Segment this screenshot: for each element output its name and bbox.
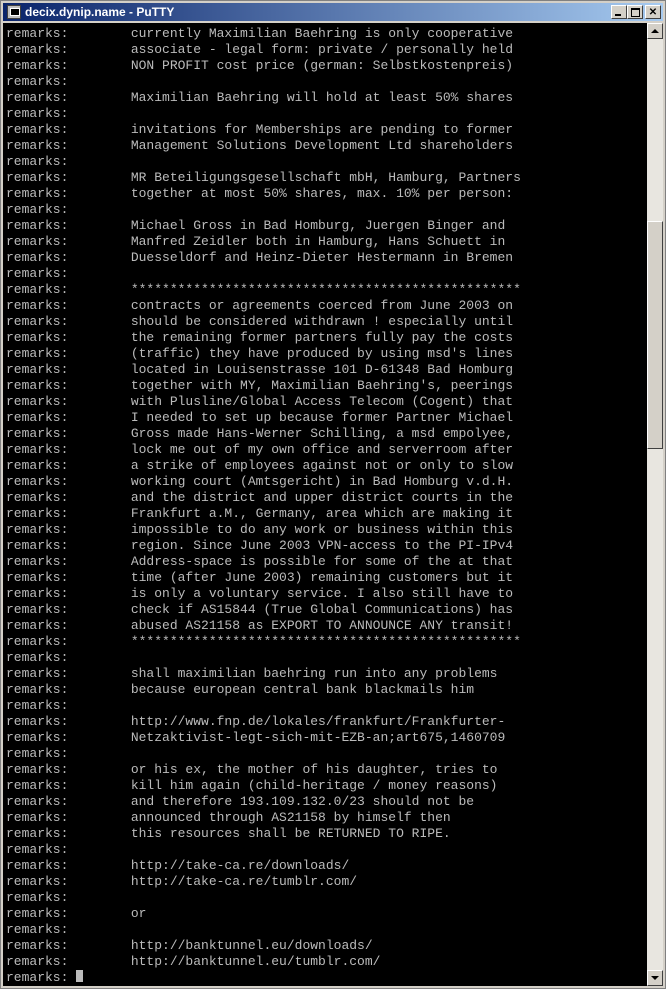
terminal-line: remarks: I needed to set up because former Partner Michael <box>6 410 514 425</box>
terminal-line: remarks: <box>6 74 69 89</box>
scroll-up-button[interactable] <box>647 23 663 39</box>
terminal-line: remarks: ************************************************** <box>6 282 521 297</box>
terminal-line: remarks: the remaining former partners fully pay the costs <box>6 330 514 345</box>
terminal-line: remarks: NON PROFIT cost price (german: Selbstkostenpreis) <box>6 58 514 73</box>
terminal-line: remarks: shall maximilian baehring run into any problems <box>6 666 498 681</box>
terminal-line: remarks: http://take-ca.re/tumblr.com/ <box>6 874 358 889</box>
terminal-line: remarks: and the district and upper district courts in the <box>6 490 514 505</box>
terminal-line: remarks: (traffic) they have produced by using msd's lines <box>6 346 514 361</box>
terminal-line: remarks: kill him again (child-heritage / money reasons) <box>6 778 498 793</box>
maximize-button[interactable] <box>627 5 643 19</box>
terminal-line: remarks: <box>6 650 69 665</box>
terminal-line: remarks: region. Since June 2003 VPN-access to the PI-IPv4 <box>6 538 514 553</box>
terminal-line: remarks: <box>6 106 69 121</box>
terminal-line: remarks: Duesseldorf and Heinz-Dieter Hestermann in Bremen <box>6 250 514 265</box>
terminal-line: remarks: <box>6 890 69 905</box>
terminal-line: remarks: MR Beteiligungsgesellschaft mbH, Hamburg, Partners <box>6 170 521 185</box>
title-bar[interactable] <box>3 3 663 21</box>
close-button[interactable] <box>645 5 661 19</box>
terminal-line: remarks: associate - legal form: private / personally held <box>6 42 514 57</box>
terminal-cursor <box>76 970 83 982</box>
terminal-line: remarks: Michael Gross in Bad Homburg, Juergen Binger and <box>6 218 506 233</box>
terminal-line: remarks: Maximilian Baehring will hold at least 50% shares <box>6 90 514 105</box>
terminal-output <box>6 26 521 986</box>
terminal-line: remarks: with Plusline/Global Access Telecom (Cogent) that <box>6 394 514 409</box>
terminal-line: remarks: http://banktunnel.eu/downloads/ <box>6 938 373 953</box>
terminal-line: remarks: contracts or agreements coerced from June 2003 on <box>6 298 514 313</box>
terminal-line: remarks: impossible to do any work or business within this <box>6 522 514 537</box>
putty-icon[interactable] <box>7 5 21 19</box>
terminal-line: remarks: working court (Amtsgericht) in Bad Homburg v.d.H. <box>6 474 514 489</box>
terminal-line: remarks: this resources shall be RETURNED TO RIPE. <box>6 826 451 841</box>
terminal-line: remarks: Frankfurt a.M., Germany, area which are making it <box>6 506 514 521</box>
terminal-line: remarks: together at most 50% shares, max. 10% per person: <box>6 186 514 201</box>
terminal-line: remarks: <box>6 970 521 986</box>
terminal-line: remarks: because european central bank blackmails him <box>6 682 475 697</box>
terminal-line: remarks: announced through AS21158 by himself then <box>6 810 451 825</box>
terminal-line: remarks: http://banktunnel.eu/tumblr.com/ <box>6 954 381 969</box>
terminal-line: remarks: invitations for Memberships are pending to former <box>6 122 514 137</box>
terminal-line: remarks: currently Maximilian Baehring is only cooperative <box>6 26 514 41</box>
terminal-line: remarks: <box>6 154 69 169</box>
terminal-line: remarks: or <box>6 906 147 921</box>
terminal-line: remarks: abused AS21158 as EXPORT TO ANNOUNCE ANY transit! <box>6 618 514 633</box>
terminal-line: remarks: Gross made Hans-Werner Schilling, a msd empolyee, <box>6 426 514 441</box>
terminal-line: remarks: Manfred Zeidler both in Hamburg, Hans Schuett in <box>6 234 506 249</box>
terminal-line: remarks: <box>6 746 69 761</box>
terminal-line: remarks: together with MY, Maximilian Baehring's, peerings <box>6 378 514 393</box>
scrollbar-thumb[interactable] <box>647 221 663 449</box>
terminal-line: remarks: Management Solutions Development Ltd shareholders <box>6 138 514 153</box>
terminal-line: remarks: a strike of employees against not or only to slow <box>6 458 514 473</box>
terminal-line: remarks: http://www.fnp.de/lokales/frankfurt/Frankfurter- <box>6 714 506 729</box>
minimize-button[interactable] <box>611 5 627 19</box>
terminal-area[interactable] <box>3 23 647 986</box>
terminal-line: remarks: http://take-ca.re/downloads/ <box>6 858 350 873</box>
terminal-line: remarks: check if AS15844 (True Global Communications) has <box>6 602 514 617</box>
terminal-line: remarks: located in Louisenstrasse 101 D-61348 Bad Homburg <box>6 362 514 377</box>
vertical-scrollbar[interactable] <box>647 23 663 986</box>
terminal-line: remarks: <box>6 202 69 217</box>
terminal-line: remarks: Address-space is possible for some of the at that <box>6 554 514 569</box>
terminal-line: remarks: <box>6 698 69 713</box>
terminal-line: remarks: should be considered withdrawn ! especially until <box>6 314 514 329</box>
terminal-line: remarks: is only a voluntary service. I also still have to <box>6 586 514 601</box>
terminal-line: remarks: ************************************************** <box>6 634 521 649</box>
terminal-line: remarks: and therefore 193.109.132.0/23 should not be <box>6 794 475 809</box>
scroll-down-button[interactable] <box>647 970 663 986</box>
terminal-line: remarks: or his ex, the mother of his daughter, tries to <box>6 762 498 777</box>
terminal-line: remarks: lock me out of my own office and serverroom after <box>6 442 514 457</box>
terminal-line: remarks: <box>6 922 69 937</box>
window-title: decix.dynip.name - PuTTY <box>25 5 175 19</box>
terminal-line: remarks: <box>6 266 69 281</box>
terminal-line: remarks: Netzaktivist-legt-sich-mit-EZB-an;art675,1460709 <box>6 730 506 745</box>
terminal-line: remarks: time (after June 2003) remaining customers but it <box>6 570 514 585</box>
terminal-line: remarks: <box>6 842 69 857</box>
